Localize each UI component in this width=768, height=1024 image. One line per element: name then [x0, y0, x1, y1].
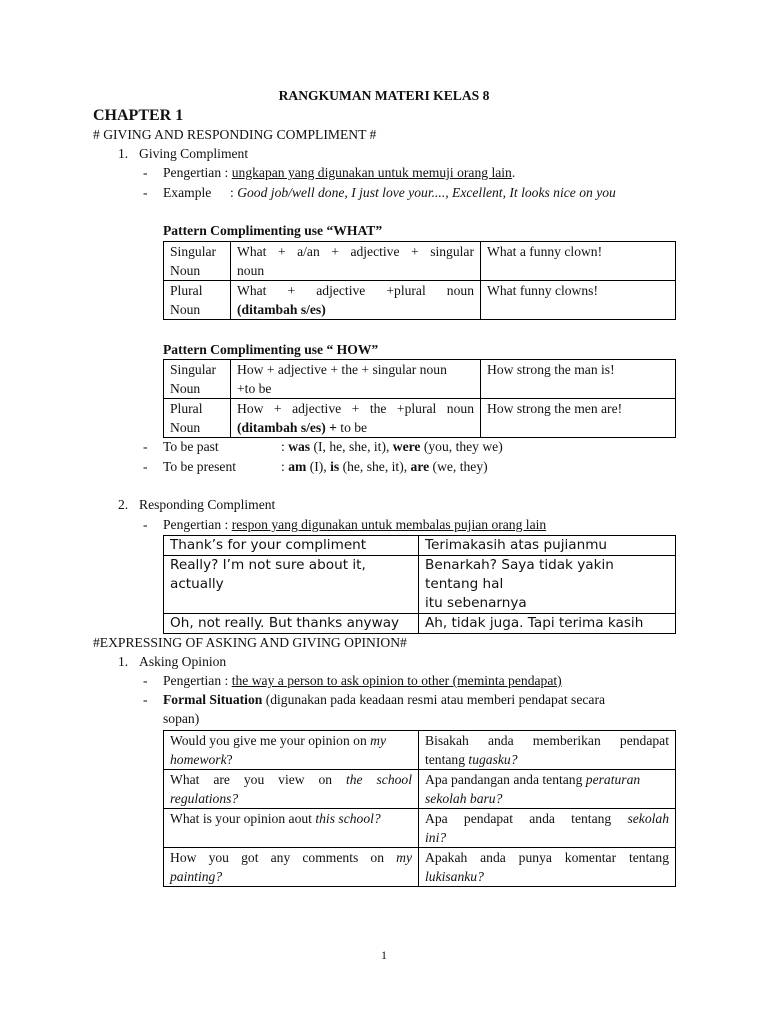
subheading-asking-opinion: Asking Opinion — [139, 654, 227, 669]
formal-situation-line: Formal Situation (digunakan pada keadaan resmi atau memberi pendapat secara — [163, 692, 606, 707]
table-cell: Thank’s for your compliment — [164, 536, 419, 556]
how-pattern-heading: Pattern Complimenting use “ HOW” — [163, 342, 379, 357]
table-cell: What funny clowns! — [481, 281, 676, 320]
table-cell: Bisakah anda memberikan pendapat tentang tugasku? — [419, 731, 676, 770]
table-cell: Singular Noun — [164, 360, 231, 399]
example-label: Example — [163, 185, 212, 200]
table-cell: How strong the men are! — [481, 399, 676, 438]
table-cell: Singular Noun — [164, 242, 231, 281]
formal-situation-line-2: sopan) — [163, 711, 200, 726]
to-be-present-forms: : am (I), is (he, she, it), are (we, they) — [281, 459, 488, 474]
table-row — [164, 536, 676, 556]
to-be-past-label: To be past — [163, 439, 219, 454]
table-row — [164, 848, 676, 887]
to-be-past-forms: : was (I, he, she, it), were (you, they we) — [281, 439, 503, 454]
what-pattern-heading: Pattern Complimenting use “WHAT” — [163, 223, 383, 238]
definition-line: Pengertian : the way a person to ask opinion to other (meminta pendapat) — [163, 673, 562, 688]
table-row — [164, 614, 676, 634]
chapter-heading: CHAPTER 1 — [93, 107, 184, 124]
table-row — [164, 399, 676, 438]
asking-opinion-table — [163, 730, 676, 887]
table-cell: Would you give me your opinion on my homework? — [164, 731, 419, 770]
dash-bullet: - — [143, 673, 148, 688]
table-row — [164, 770, 676, 809]
dash-bullet: - — [143, 692, 148, 707]
what-pattern-table — [163, 241, 676, 320]
list-number: 1. — [118, 654, 129, 669]
table-cell: Apa pendapat anda tentang sekolah ini? — [419, 809, 676, 848]
table-cell: What are you view on the school regulations? — [164, 770, 419, 809]
definition-line: Pengertian : respon yang digunakan untuk membalas pujian orang lain — [163, 517, 547, 532]
table-cell: How + adjective + the + singular noun +to be — [231, 360, 481, 399]
table-cell: What + adjective +plural noun (ditambah s/es) — [231, 281, 481, 320]
list-number: 2. — [118, 497, 129, 512]
table-cell: Really? I’m not sure about it, actually — [164, 556, 419, 614]
table-cell: Apakah anda punya komentar tentang lukisanku? — [419, 848, 676, 887]
subheading-giving-compliment: Giving Compliment — [139, 146, 249, 161]
table-cell: What + a/an + adjective + singular noun — [231, 242, 481, 281]
table-cell: Plural Noun — [164, 399, 231, 438]
dash-bullet: - — [143, 165, 148, 180]
table-cell: How strong the man is! — [481, 360, 676, 399]
table-cell: How you got any comments on my painting? — [164, 848, 419, 887]
table-row — [164, 809, 676, 848]
table-cell: Plural Noun — [164, 281, 231, 320]
list-number: 1. — [118, 146, 129, 161]
section-heading-compliment: # GIVING AND RESPONDING COMPLIMENT # — [93, 127, 377, 142]
table-row — [164, 281, 676, 320]
table-row — [164, 242, 676, 281]
dash-bullet: - — [143, 459, 148, 474]
dash-bullet: - — [143, 517, 148, 532]
table-cell: What is your opinion aout this school? — [164, 809, 419, 848]
page-number: 1 — [381, 948, 387, 962]
dash-bullet: - — [143, 185, 148, 200]
table-cell: Benarkah? Saya tidak yakin tentang hal itu sebenarnya — [419, 556, 676, 614]
table-cell: Apa pandangan anda tentang peraturan sekolah baru? — [419, 770, 676, 809]
table-cell: What a funny clown! — [481, 242, 676, 281]
subheading-responding-compliment: Responding Compliment — [139, 497, 276, 512]
dash-bullet: - — [143, 439, 148, 454]
table-row — [164, 360, 676, 399]
definition-line: Pengertian : ungkapan yang digunakan untuk memuji orang lain. — [163, 165, 516, 180]
example-line: : Good job/well done, I just love your...., Excellent, It looks nice on you — [230, 185, 616, 200]
table-row — [164, 731, 676, 770]
table-cell: Ah, tidak juga. Tapi terima kasih — [419, 614, 676, 634]
responding-compliment-table — [163, 535, 676, 634]
table-cell: Oh, not really. But thanks anyway — [164, 614, 419, 634]
page-title: RANGKUMAN MATERI KELAS 8 — [278, 88, 490, 103]
table-row — [164, 556, 676, 614]
table-cell: Terimakasih atas pujianmu — [419, 536, 676, 556]
how-pattern-table — [163, 359, 676, 438]
table-cell: How + adjective + the +plural noun (ditambah s/es) + to be — [231, 399, 481, 438]
section-heading-opinion: #EXPRESSING OF ASKING AND GIVING OPINION# — [93, 635, 407, 650]
to-be-present-label: To be present — [163, 459, 237, 474]
